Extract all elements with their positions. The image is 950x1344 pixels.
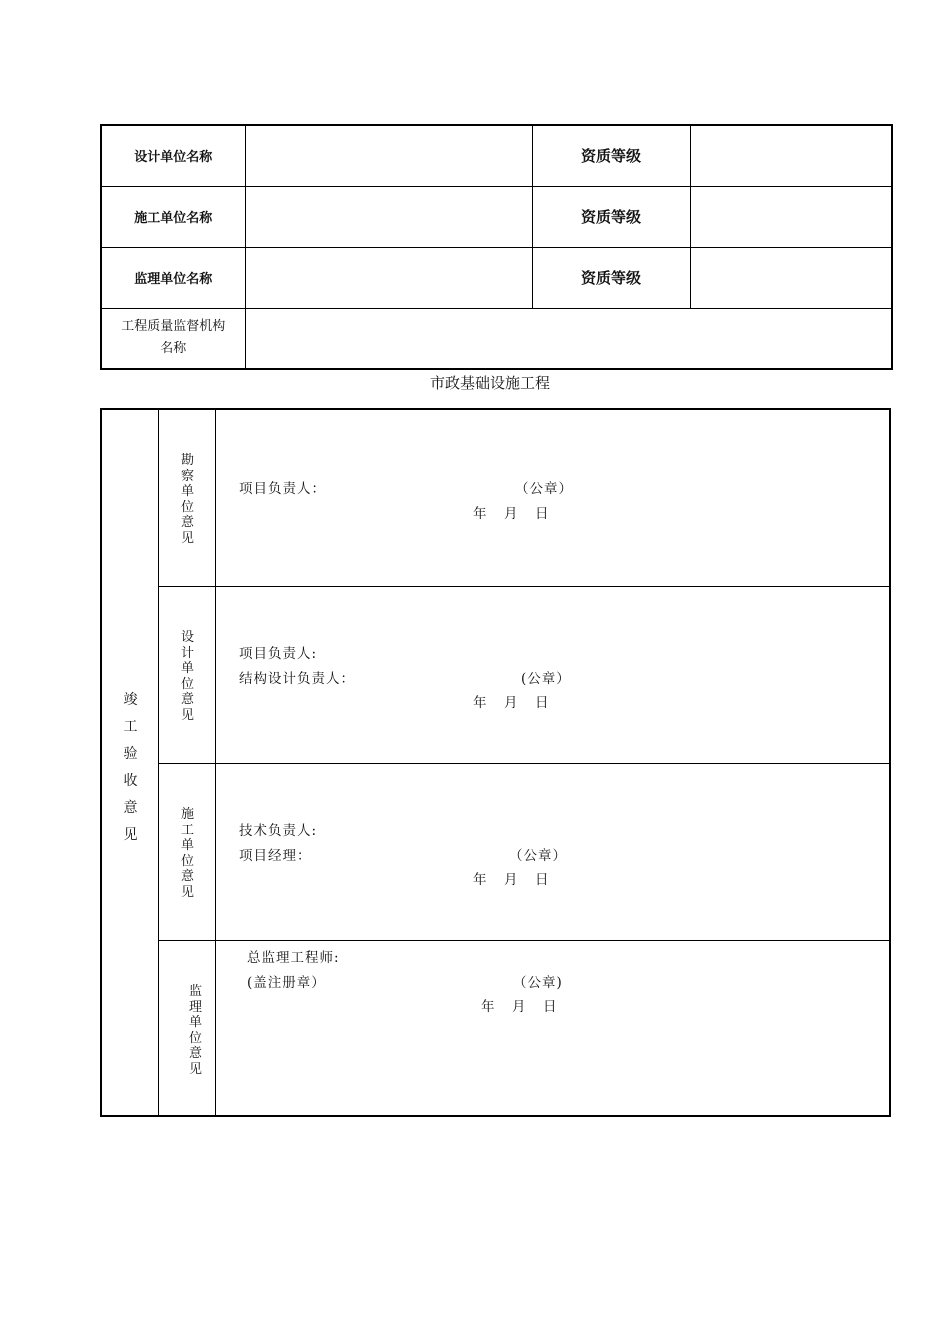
supervision-date: 年 月 日 <box>481 999 559 1015</box>
construction-project-manager: 项目经理： <box>239 848 312 864</box>
construction-opinion-content[interactable] <box>217 764 889 940</box>
supervision-unit-name-field[interactable] <box>245 247 532 308</box>
quality-supervision-label-line2: 名称 <box>160 341 187 357</box>
supervision-unit-label: 监理单位名称 <box>101 247 245 308</box>
label-char: 单 <box>180 838 194 853</box>
supervision-grade-label: 资质等级 <box>532 247 690 308</box>
supervision-seal: （公章) <box>513 975 563 991</box>
registration-seal-note: (盖注册章） <box>247 975 326 991</box>
label-char: 单 <box>180 661 194 676</box>
label-char: 计 <box>180 645 194 661</box>
construction-unit-label: 施工单位名称 <box>101 186 245 247</box>
label-char: 见 <box>180 884 194 900</box>
design-unit-label: 设计单位名称 <box>101 125 245 186</box>
label-char: 监 <box>188 984 202 999</box>
survey-opinion-content[interactable] <box>217 410 889 586</box>
design-label-cell <box>159 587 216 763</box>
label-char: 单 <box>180 484 194 499</box>
caption: 市政基础设施工程 <box>429 374 550 392</box>
label-char: 意 <box>188 1046 202 1061</box>
construction-label-cell <box>159 764 216 940</box>
label-char: 意 <box>180 515 194 530</box>
construction-date: 年 月 日 <box>473 872 551 888</box>
quality-supervision-label <box>101 308 245 369</box>
quality-supervision-name-field[interactable] <box>245 308 892 369</box>
unit-info-table <box>100 124 893 370</box>
survey-seal: （公章） <box>515 481 573 497</box>
design-opinion-row <box>159 587 889 764</box>
design-opinion-content[interactable] <box>217 587 889 763</box>
main-label-char: 工 <box>123 719 138 735</box>
label-char: 见 <box>188 1061 202 1077</box>
acceptance-opinion-label <box>102 687 159 849</box>
label-char: 见 <box>180 707 194 723</box>
design-project-leader: 项目负责人: <box>239 646 318 662</box>
label-char: 工 <box>180 822 194 838</box>
supervision-unit-row <box>101 247 892 308</box>
design-structure-leader: 结构设计负责人： <box>239 671 355 687</box>
main-label-char: 见 <box>123 827 138 843</box>
survey-date: 年 月 日 <box>473 506 551 522</box>
label-char: 单 <box>188 1015 202 1030</box>
supervision-label-cell <box>159 941 216 1117</box>
survey-label-cell <box>159 410 216 586</box>
supervision-opinion-content[interactable] <box>217 941 889 1117</box>
main-label-char: 验 <box>123 746 138 762</box>
design-opinion-label <box>159 630 216 723</box>
label-char: 意 <box>180 692 194 707</box>
label-char: 见 <box>180 530 194 546</box>
design-seal: (公章） <box>521 671 571 687</box>
design-date: 年 月 日 <box>473 695 551 711</box>
survey-project-leader: 项目负责人： <box>239 481 326 497</box>
design-unit-name-field[interactable] <box>245 125 532 186</box>
label-char: 位 <box>180 853 194 869</box>
acceptance-table <box>100 408 891 1117</box>
label-char: 位 <box>180 499 194 515</box>
label-char: 设 <box>180 630 194 645</box>
supervision-grade-field[interactable] <box>690 247 892 308</box>
construction-opinion-label <box>159 807 216 900</box>
label-char: 位 <box>180 676 194 692</box>
main-label-char: 收 <box>123 773 138 789</box>
quality-supervision-row <box>101 308 892 369</box>
main-label-char: 竣 <box>123 692 138 708</box>
main-label-char: 意 <box>123 800 138 816</box>
construction-seal: （公章） <box>509 848 567 864</box>
construction-unit-row <box>101 186 892 247</box>
construction-tech-leader: 技术负责人: <box>239 823 318 839</box>
main-label-column <box>102 410 159 1115</box>
construction-unit-name-field[interactable] <box>245 186 532 247</box>
label-char: 理 <box>188 999 202 1015</box>
label-char: 勘 <box>180 453 194 468</box>
label-char: 意 <box>180 869 194 884</box>
design-grade-label: 资质等级 <box>532 125 690 186</box>
design-grade-field[interactable] <box>690 125 892 186</box>
design-unit-row <box>101 125 892 186</box>
construction-opinion-row <box>159 764 889 941</box>
label-char: 位 <box>188 1030 202 1046</box>
chief-supervision-engineer: 总监理工程师: <box>247 950 340 966</box>
construction-grade-field[interactable] <box>690 186 892 247</box>
supervision-opinion-row <box>159 941 889 1117</box>
survey-opinion-label <box>159 453 216 546</box>
construction-grade-label: 资质等级 <box>532 186 690 247</box>
supervision-opinion-label <box>167 984 224 1077</box>
survey-opinion-row <box>159 410 889 587</box>
label-char: 施 <box>180 807 194 822</box>
quality-supervision-label-line1: 工程质量监督机构 <box>121 319 226 335</box>
label-char: 察 <box>180 468 194 484</box>
